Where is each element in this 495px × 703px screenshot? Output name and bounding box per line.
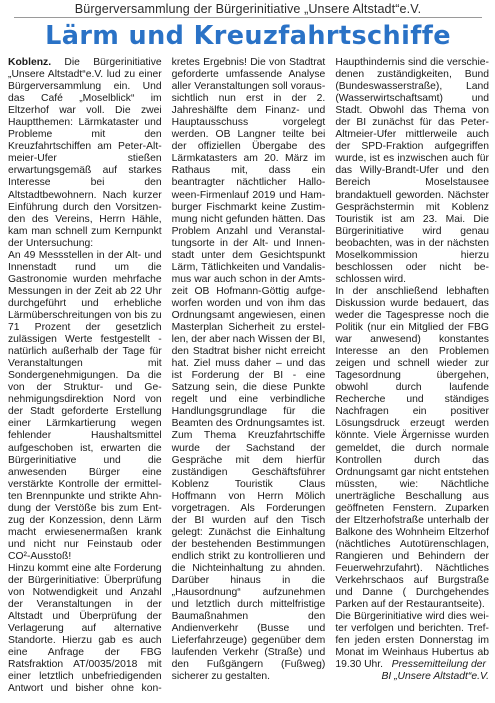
article-paragraph-1 xyxy=(8,57,162,250)
article-paragraph-7 xyxy=(335,611,489,683)
article-paragraph-2: An 49 Messstellen in der Alt- und Innenstadt rund um die Gastronomie wurden mehrfache Messungen in der Zeit ab 22 Uhr durchgeführt und erhebliche Lärmüberschreitungen von bis zu 71 Prozent der gesetzlich zulässigen Werte festgestellt - natürlich außerhalb der Tage für Veranstaltungen mit Sondergenehmigungen. Da die von der Struktur- und Genehmigungsdirektion Nord von der Stadt geforderte Erstellung einer Lärmkartierung wegen fehlender Haushaltsmittel aufgeschoben ist, erwarten die Bürgerinitiative und die anwesenden Bürger eine verstärkte Kontrolle der ermittelten Brennpunkte und strikte Ahndung der Verstöße bis zum Entzug der Konzession, denn Lärm macht erwiesenermaßen krank und nicht nur Feinstaub oder CO²-Ausstoß! xyxy=(8,249,162,562)
article-body xyxy=(8,57,489,701)
credit-line-2: BI „Unsere Altstadt“e.V. xyxy=(381,671,489,683)
credit-line-1: Pressemitteilung der xyxy=(391,659,486,671)
article-paragraph-5: Haupthindernis sind die verschiedenen zuständigkeiten, Bund (Bundeswasserstraße), Land (Wasserwirtschaftsamt) und Stadt. Obwohl das Thema von der BI zunächst für das Peter-Altmeier-Ufer mittlerweile auch der SPD-Fraktion aufgegriffen wurde, ist es inzwischen auch für das Willy-Brandt-Ufer und den Bereich Moselstausee brandaktuell geworden. Nächster Gesprächstermin mit Koblenz Touristik ist am 23. Mai. Die Bürgerinitiative wird genau beobachten, was in der nächsten Moselkommission hierzu beschlossen oder nicht beschlossen wird. xyxy=(335,57,489,285)
article-headline: Lärm und Kreuzfahrtschiffe xyxy=(45,21,451,51)
article-dateline: Koblenz. xyxy=(8,57,52,68)
article-paragraph-7-text: Die Bürgerinitiative wird dies weiter verfolgen und berichten. Treffen jeden ersten Donnerstag im Monat im Weinhaus Hubertus ab 19.30 Uhr. xyxy=(335,611,489,671)
kicker-divider xyxy=(14,17,482,18)
article-paragraph-1-text: Die Bürgerinitiative „Unsere Altstadt“e.V. lud zu einer Bürgerversammlung ein. Und das Café „Moselblick“ im Eltzerhof war voll. Die zwei Hauptthemen: Lärmkataster und Probleme mit den Kreuzfahrtschiffen am Peter-Altmeier-Ufer stießen erwartungsgemäß auf starkes Interesse bei den Altstadtbewohnern. Nach kurzer Einführung durch den Vorsitzenden des Vereins, Herrn Hähle, kam man schnell zum Kernpunkt der Untersuchung: xyxy=(8,57,162,249)
article-paragraph-3: Hinzu kommt eine alte Forderung der Bürgerinitiative: Überprüfung von Notwendigkeit und Anzahl der Veranstaltungen in der Altstadt und Überprüfung der Verlagerung auf alternative Standorte. Hierzu gab es auch eine Anfrage der FBG Ratsfraktion AT/0035/2018 mit einer letztlich unbefriedigenden Antwort und bisher ohne konkretes Ergebnis! Die von Stadtrat geforderte umfassende Analyse aller Veranstaltungen soll voraussichtlich nun erst in der 2. Jahreshälfte dem Finanz- und Hauptausschuss vorgelegt werden. OB Langner teilte bei der offiziellen Übergabe des Lärmkatasters am 20. März im Rathaus mit, dass ein beantragter nächtlicher Halloween-Firmenlauf 2019 und Hamburger Fischmarkt keine Zustimmung nicht gefunden hätten. Das Problem Anzahl und Veranstaltungsorte in der Alt- und Innenstadt unter dem Gesichtspunkt Lärm, Tätlichkeiten und Vandalismus war auch schon in der Amtszeit OB Hofmann-Göttig aufgeworfen worden und von ihm das Ordnungsamt angewiesen, einen Masterplan Sicherheit zu erstellen, der aber nach Wissen der BI, den Stadtrat bisher nicht erreicht hat. Ziel muss daher – und das ist Forderung der BI - eine Satzung sein, die diese Punkte regelt und eine verbindliche Handlungsgrundlage für die Beamten des Ordnungsamtes ist. xyxy=(8,57,326,695)
article-kicker: Bürgerversammlung der Bürgerinitiative „Unsere Altstadt“e.V. xyxy=(74,2,422,16)
article-paragraph-4: Zum Thema Kreuzfahrtschiffe wurde der Sachstand der Gespräche mit dem hierfür zuständigen Geschäftsführer Koblenz Touristik Claus Hoffmann von Herrn Mölich vorgetragen. Als Forderungen der BI wurden auf den Tisch gelegt: Zunächst die Einhaltung der bestehenden Bestimmungen endlich strikt zu kontrollieren und die Nichteinhaltung zu ahnden. Darüber hinaus in die „Hausordnung“ aufzunehmen und letztlich durch mittelfristige Baumaßnahmen den Andienverkehr (Busse und Lieferfahrzeuge) gegenüber dem laufenden Verkehr (Straße) und den Fußgängern (Fußweg) sicherer zu gestalten. xyxy=(171,430,326,683)
article-paragraph-6: In der anschließend lebhaften Diskussion wurde bedauert, das weder die Tagespresse noch die Politik (nur ein Mitglied der FBG war anwesend) konstantes Interesse an den Problemen zeigen und schnell wieder zur Tagesordnung übergehen, obwohl durch laufende Recherche und ständiges Nachfragen ein positiver Lösungsdruck erzeugt werden könnte. Viele Ärgernisse wurden gemeldet, die durch normale Kontrollen durch das Ordnungsamt gar nicht entstehen müssten, wie: Nächtliche unerträgliche Beschallung aus geöffneten Fenstern. Zuparken der Eltzerhofstraße unterhalb der Balkone des Wohnheim Eltzerhof (nächtliches Autotürenschlagen, Rangieren und Behindern der Feuerwehrzufahrt). Nächtliches Verkehrschaos auf Burgstraße und Danne ( Durchgehendes Parken auf der Restaurantseite). xyxy=(335,285,489,611)
